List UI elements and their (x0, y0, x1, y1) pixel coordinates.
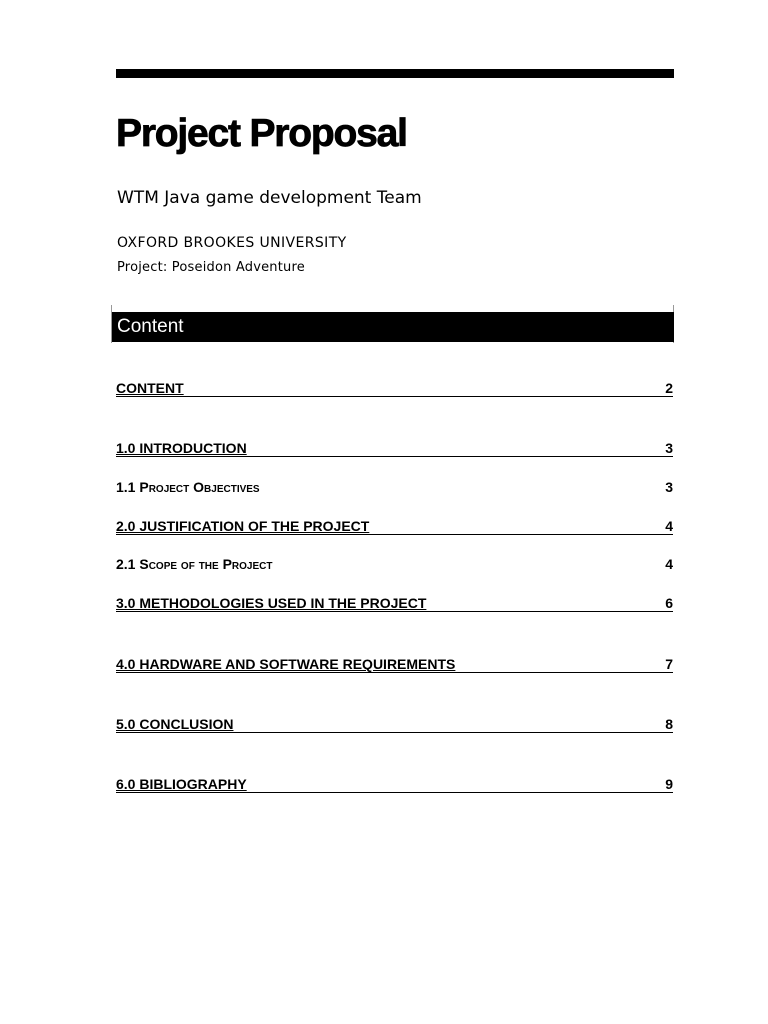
toc-entry-page: 7 (665, 656, 673, 672)
toc-entry-label: 3.0 METHODOLOGIES USED IN THE PROJECT (116, 595, 427, 611)
toc-entry-methodologies[interactable] (116, 595, 673, 612)
project-name: Project: Poseidon Adventure (117, 260, 305, 275)
toc-entry-page: 4 (665, 518, 673, 534)
toc-entry-label: 2.0 JUSTIFICATION OF THE PROJECT (116, 518, 370, 534)
toc-entry-scope[interactable] (116, 556, 673, 572)
toc-entry-conclusion[interactable] (116, 716, 673, 733)
university-name: OXFORD BROOKES UNIVERSITY (117, 235, 347, 251)
toc-entry-page: 8 (665, 716, 673, 732)
toc-entry-label: 5.0 CONCLUSION (116, 716, 234, 732)
top-rule (116, 69, 674, 78)
toc-entry-label: CONTENT (116, 380, 184, 396)
document-title: Project Proposal (116, 112, 407, 155)
toc-entry-label: 2.1 Scope of the Project (116, 556, 273, 572)
toc-entry-page: 2 (665, 380, 673, 396)
toc-entry-bibliography[interactable] (116, 776, 673, 793)
toc-entry-label: 6.0 BIBLIOGRAPHY (116, 776, 247, 792)
toc-entry-page: 4 (665, 556, 673, 572)
toc-entry-page: 3 (665, 440, 673, 456)
toc-entry-justification[interactable] (116, 518, 673, 535)
toc-entry-label: 1.1 Project Objectives (116, 479, 260, 495)
toc-entry-requirements[interactable] (116, 656, 673, 673)
toc-entry-introduction[interactable] (116, 440, 673, 457)
toc-entry-page: 9 (665, 776, 673, 792)
content-heading-bar (112, 312, 674, 342)
toc-entry-content[interactable] (116, 380, 673, 397)
content-heading: Content (117, 316, 184, 337)
document-subtitle: WTM Java game development Team (117, 188, 422, 208)
toc-entry-page: 6 (665, 595, 673, 611)
toc-entry-page: 3 (665, 479, 673, 495)
toc-entry-label: 1.0 INTRODUCTION (116, 440, 247, 456)
toc-entry-project-objectives[interactable] (116, 479, 673, 495)
toc-entry-label: 4.0 HARDWARE AND SOFTWARE REQUIREMENTS (116, 656, 456, 672)
